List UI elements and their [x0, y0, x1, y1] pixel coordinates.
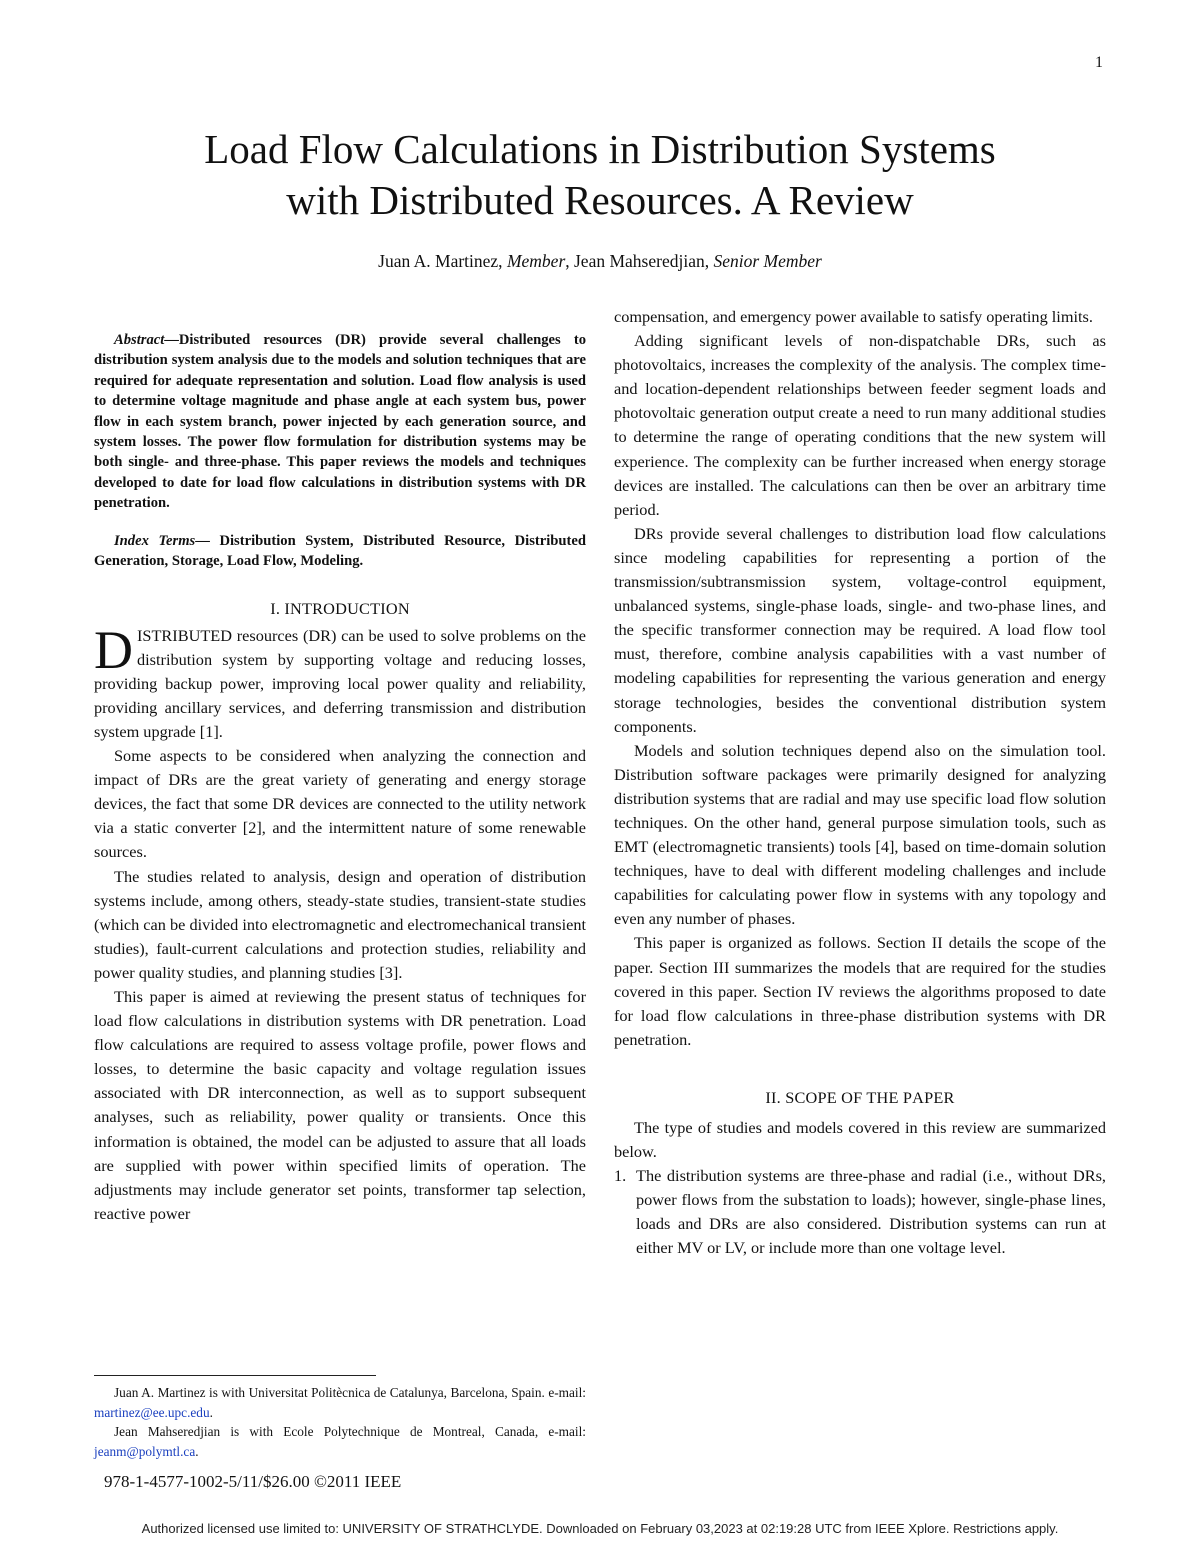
intro-paragraph-3: The studies related to analysis, design and operation of distribution systems include, among others, steady-state studies, transient-state studies (which can be divided into electromagnetic and electromechanical transient studies), fault-current calculations and protection studies, reliability and power quality studies, and planning studies [3]. [94, 866, 586, 982]
scope-intro: The type of studies and models covered in this review are summarized below. [614, 1118, 1106, 1162]
section-heading-introduction: I. INTRODUCTION [270, 599, 410, 619]
index-terms [94, 531, 586, 572]
intro-paragraph-4: This paper is aimed at reviewing the present status of techniques for load flow calculations in distribution systems with DR penetration. Load flow calculations are required to assess voltage profile, power flows and losses, to determine the basic capacity and voltage regulation issues associated with DR interconnection, as well as to support subsequent analyses, such as reliability, power quality or transients. Once this information is obtained, the model can be adjusted to assure that all loads are supplied with power within specified limits of operation. The adjustments may include generator set points, transformer tap selection, reactive power [94, 986, 586, 1223]
intro-paragraph-7: DRs provide several challenges to distribution load flow calculations since modeling capabilities for representing a portion of the transmission/subtransmission system, voltage-control equipment, unbalanced systems, single-phase loads, single- and two-phase lines, and the specific transformer connection may be required. A load flow tool must, therefore, combine analysis capabilities with a vast number of modeling capabilities for representing the various generation and energy storage technologies, besides the conventional distribution system components. [614, 523, 1106, 736]
authorized-use-notice: Authorized licensed use limited to: UNIVERSITY OF STRATHCLYDE. Downloaded on February 03,2023 at 02:19:28 UTC from IEEE Xplore. Restrictions apply. [141, 1521, 1059, 1536]
email-link-mahseredjian[interactable]: jeanm@polymtl.ca [94, 1443, 196, 1459]
intro-paragraph-5: compensation, and emergency power available to satisfy operating limits. [614, 307, 1093, 326]
footnotes [94, 1383, 586, 1461]
intro-paragraph-1: DISTRIBUTED resources (DR) can be used to solve problems on the distribution system by supporting voltage and reducing losses, providing backup power, improving local power quality and reliability, providing ancillary services, and deferring transmission and distribution system upgrade [1]. [94, 619, 586, 741]
author-1-name: Juan A. Martinez, [378, 251, 507, 271]
author-2-role: Senior Member [713, 251, 822, 271]
title-line-1: Load Flow Calculations in Distribution Systems [204, 126, 996, 172]
copyright-notice: 978-1-4577-1002-5/11/$26.00 ©2011 IEEE [104, 1472, 402, 1491]
intro-paragraph-8: Models and solution techniques depend also on the simulation tool. Distribution software packages were primarily designed for analyzing distribution systems that are radial and may use specific load flow solution techniques. On the other hand, general purpose simulation tools, such as EMT (electromagnetic transients) tools [4], based on time-domain solution techniques, have to deal with different modeling challenges and include capabilities for calculating power flow in systems with any topology and even any number of phases. [614, 740, 1106, 929]
author-1-role: Member [506, 251, 566, 271]
abstract-label: Abstract [114, 332, 165, 348]
page-number: 1 [1095, 54, 1103, 71]
left-column [94, 330, 586, 1226]
footnote-author-2: Jean Mahseredjian is with Ecole Polytechnique de Montreal, Canada, e-mail: jeanm@polymtl.ca. [94, 1424, 586, 1459]
intro-paragraph-6: Adding significant levels of non-dispatchable DRs, such as photovoltaics, increases the complexity of the analysis. The complex time- and location-dependent relationships between feeder segment loads and photovoltaic generation output create a need to run many additional studies to determine the range of operating conditions that the new system will experience. The complexity can be further increased when energy storage devices are installed. The calculations can then be over an arbitrary time period. [614, 331, 1106, 519]
footnote-divider [94, 1375, 376, 1376]
scope-list [614, 1164, 1106, 1260]
footnote-author-1: Juan A. Martinez is with Universitat Politècnica de Catalunya, Barcelona, Spain. e-mail: martinez@ee.upc.edu. [94, 1385, 586, 1420]
paper-title [60, 124, 1140, 226]
abstract-text: —Distributed resources (DR) provide several challenges to distribution system analysis due to the models and solution techniques that are required for adequate representation and solution. Load flow analysis is used to determine voltage magnitude and phase angle at each system bus, power flow in each system branch, power injected by each generation source, and system losses. The power flow formulation for distribution systems may be both single- and three-phase. This paper reviews the models and techniques developed to date for load flow calculations in distribution systems with DR penetration. [94, 332, 586, 512]
index-terms-text: — Distribution System, Distributed Resource, Distributed Generation, Storage, Load Flow, Modeling. [94, 532, 586, 570]
email-link-martinez[interactable]: martinez@ee.upc.edu [94, 1404, 210, 1420]
intro-paragraph-9: This paper is organized as follows. Section II details the scope of the paper. Section III summarizes the models that are required for the studies covered in this paper. Section IV reviews the algorithms proposed to date for load flow calculations in three-phase distribution systems with DR penetration. [614, 933, 1106, 1049]
list-item: 1. The distribution systems are three-phase and radial (i.e., without DRs, power flows from the substation to loads); however, single-phase lines, loads and DRs are also considered. Distribution systems can run at either MV or LV, or include more than one voltage level. [614, 1166, 1106, 1258]
section-heading-scope: II. SCOPE OF THE PAPER [765, 1087, 955, 1107]
title-line-2: with Distributed Resources. A Review [286, 177, 914, 223]
author-2-name: , Jean Mahseredjian, [565, 251, 714, 271]
drop-cap: D [94, 619, 133, 680]
intro-paragraph-2: Some aspects to be considered when analyzing the connection and impact of DRs are the great variety of generating and energy storage devices, the fact that some DR devices are connected to the utility network via a static converter [2], and the intermittent nature of some renewable sources. [94, 746, 586, 862]
index-terms-label: Index Terms [114, 532, 196, 549]
author-line [0, 251, 1200, 272]
right-column [614, 305, 1106, 1261]
abstract [94, 330, 586, 514]
